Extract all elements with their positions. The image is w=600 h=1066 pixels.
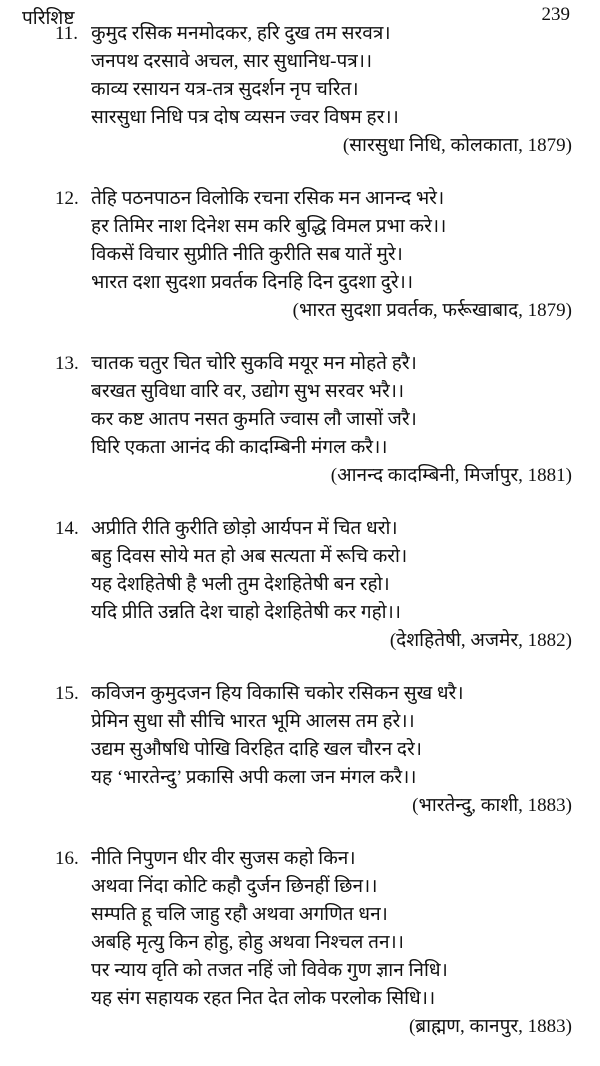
verse-line: यह देशहितेषी है भली तुम देशहितेषी बन रहो। [91,574,390,595]
verse-source: (भारत सुदशा प्रवर्तक, फर्रूखाबाद, 1879) [292,300,572,321]
verse-line: पर न्याय वृति को तजत नहिं जो विवेक गुण ज्ञान निधि। [91,960,448,981]
verse-line: यह ‘भारतेन्दु’ प्रकासि अपी कला जन मंगल करै।। [91,767,417,788]
verse-stanza [55,515,572,655]
verse-number: 15. [55,683,79,704]
verse-line: बहु दिवस सोये मत हो अब सत्यता में रूचि करो। [91,546,408,567]
verse-line: सम्पति हू चलि जाहु रहौ अथवा अगणित धन। [91,904,388,925]
page-content [55,20,572,1066]
verse-line: विकसें विचार सुप्रीति नीति कुरीति सब यातें मुरे। [91,244,403,265]
verse-line: प्रेमिन सुधा सौ सीचि भारत भूमि आलस तम हरे।। [91,711,415,732]
verse-source: (देशहितेषी, अजमेर, 1882) [389,630,572,651]
verse-line: काव्य रसायन यत्र-तत्र सुदर्शन नृप चरित। [91,79,359,100]
verse-number: 13. [55,353,79,374]
verse-line: उद्यम सुऔषधि पोखि विरहित दाहि खल चौरन दरे। [91,739,422,760]
verse-line: सारसुधा निधि पत्र दोष व्यसन ज्वर विषम हर।। [91,107,399,128]
verse-stanza [55,20,572,160]
verse-line: भारत दशा सुदशा प्रवर्तक दिनहि दिन दुदशा दुरे।। [91,272,414,293]
verse-number: 11. [55,23,79,44]
verse-line: अप्रीति रीति कुरीति छोड़ो आर्यपन में चित धरो। [91,518,398,539]
verse-line: कविजन कुमुदजन हिय विकासि चकोर रसिकन सुख धरै। [91,683,464,704]
verse-source: (सारसुधा निधि, कोलकाता, 1879) [342,135,572,156]
verse-number: 14. [55,518,79,539]
verse-number: 12. [55,188,79,209]
section-title: परिशिष्ट [22,8,75,29]
verse-source: (ब्राह्मण, कानपुर, 1883) [408,1016,572,1037]
verse-line: यह संग सहायक रहत नित देत लोक परलोक सिधि।। [91,988,436,1009]
verse-source: (भारतेन्दु, काशी, 1883) [412,795,572,816]
verse-line: घिरि एकता आनंद की कादम्बिनी मंगल करै।। [91,437,388,458]
verse-stanza [55,185,572,325]
verse-line: चातक चतुर चित चोरि सुकवि मयूर मन मोहते हरै। [91,353,417,374]
verse-source: (आनन्द कादम्बिनी, मिर्जापुर, 1881) [330,465,572,486]
verse-line: नीति निपुणन धीर वीर सुजस कहो किन। [91,848,356,869]
verse-line: कर कष्ट आतप नसत कुमति ज्वास लौ जासों जरै। [91,409,417,430]
verse-number: 16. [55,848,79,869]
verse-line: बरखत सुविधा वारि वर, उद्योग सुभ सरवर भरै।। [91,381,405,402]
page-number: 239 [541,4,570,25]
verse-stanza [55,350,572,490]
verse-stanza [55,680,572,820]
verse-stanza [55,845,572,1041]
verse-line: अबहि मृत्यु किन होहु, होहु अथवा निश्चल तन।। [91,932,404,953]
verse-line: कुमुद रसिक मनमोदकर, हरि दुख तम सरवत्र। [91,23,391,44]
verse-line: अथवा निंदा कोटि कहौ दुर्जन छिनहीं छिन।। [91,876,378,897]
verse-line: तेहि पठनपाठन विलोकि रचना रसिक मन आनन्द भरे। [91,188,445,209]
verse-line: जनपथ दरसावे अचल, सार सुधानिध-पत्र।। [91,51,373,72]
verse-line: हर तिमिर नाश दिनेश सम करि बुद्धि विमल प्रभा करे।। [91,216,447,237]
verse-line: यदि प्रीति उन्नति देश चाहो देशहितेषी कर गहो।। [91,602,401,623]
